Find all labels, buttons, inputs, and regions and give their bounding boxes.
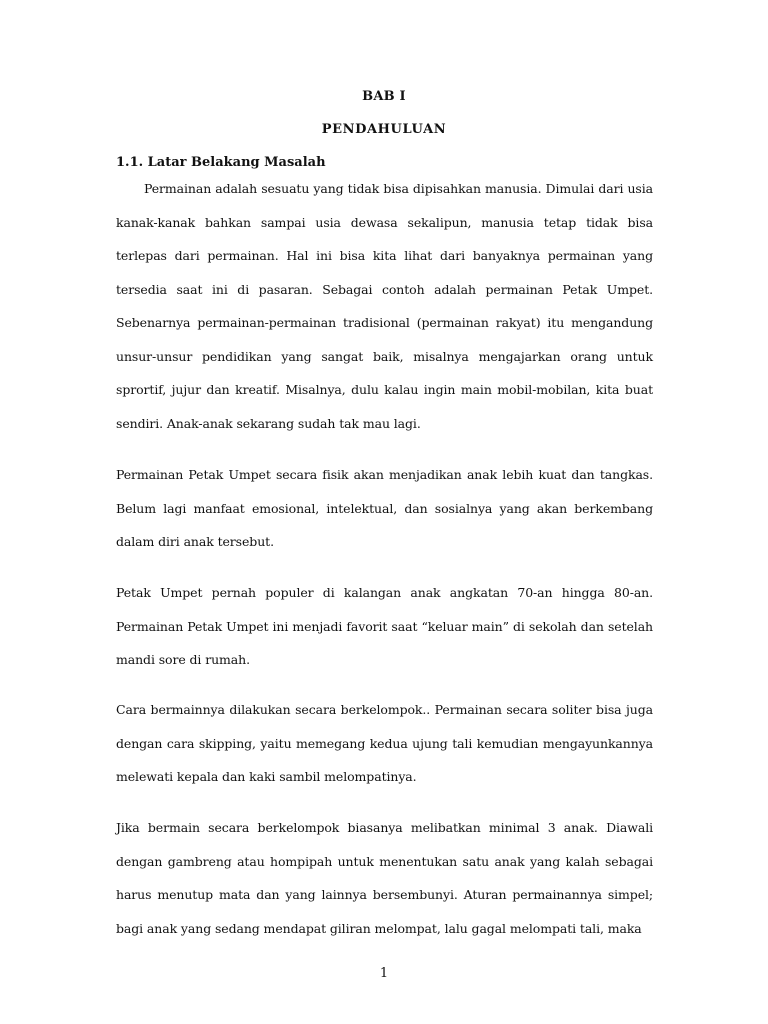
section-heading: 1.1. Latar Belakang Masalah (116, 155, 326, 170)
paragraph: Petak Umpet pernah populer di kalangan anak angkatan 70-an hingga 80-an. Permainan Petak Umpet ini menjadi favorit saat “keluar main” di sekolah dan setelah mandi sore di rumah. (116, 585, 653, 667)
paragraph: Cara bermainnya dilakukan secara berkelompok.. Permainan secara soliter bisa juga dengan cara skipping, yaitu memegang kedua ujung tali kemudian mengayunkannya melewati kepala dan kaki sambil melompatinya. (116, 702, 653, 784)
chapter-number: BAB I (362, 89, 406, 104)
paragraph: Permainan adalah sesuatu yang tidak bisa dipisahkan manusia. Dimulai dari usia kanak-kanak bahkan sampai usia dewasa sekalipun, manusia tetap tidak bisa terlepas dari permainan. Hal ini bisa kita lihat dari banyaknya permainan yang tersedia saat ini di pasaran. Sebagai contoh adalah permainan Petak Umpet. Sebenarnya permainan-permainan tradisional (permainan rakyat) itu mengandung unsur-unsur pendidikan yang sangat baik, misalnya mengajarkan orang untuk sprortif, jujur dan kreatif. Misalnya, dulu kalau ingin main mobil-mobilan, kita buat sendiri. Anak-anak sekarang sudah tak mau lagi. (116, 181, 653, 431)
chapter-title: PENDAHULUAN (321, 122, 447, 137)
paragraph: Permainan Petak Umpet secara fisik akan menjadikan anak lebih kuat dan tangkas. Belum lagi manfaat emosional, intelektual, dan sosialnya yang akan berkembang dalam diri anak tersebut. (116, 467, 653, 549)
page-number: 1 (379, 966, 389, 981)
paragraph: Jika bermain secara berkelompok biasanya melibatkan minimal 3 anak. Diawali dengan gambreng atau hompipah untuk menentukan satu anak yang kalah sebagai harus menutup mata dan yang lainnya bersembunyi. Aturan permainannya simpel; bagi anak yang sedang mendapat giliran melompat, lalu gagal melompati tali, maka (116, 820, 653, 936)
